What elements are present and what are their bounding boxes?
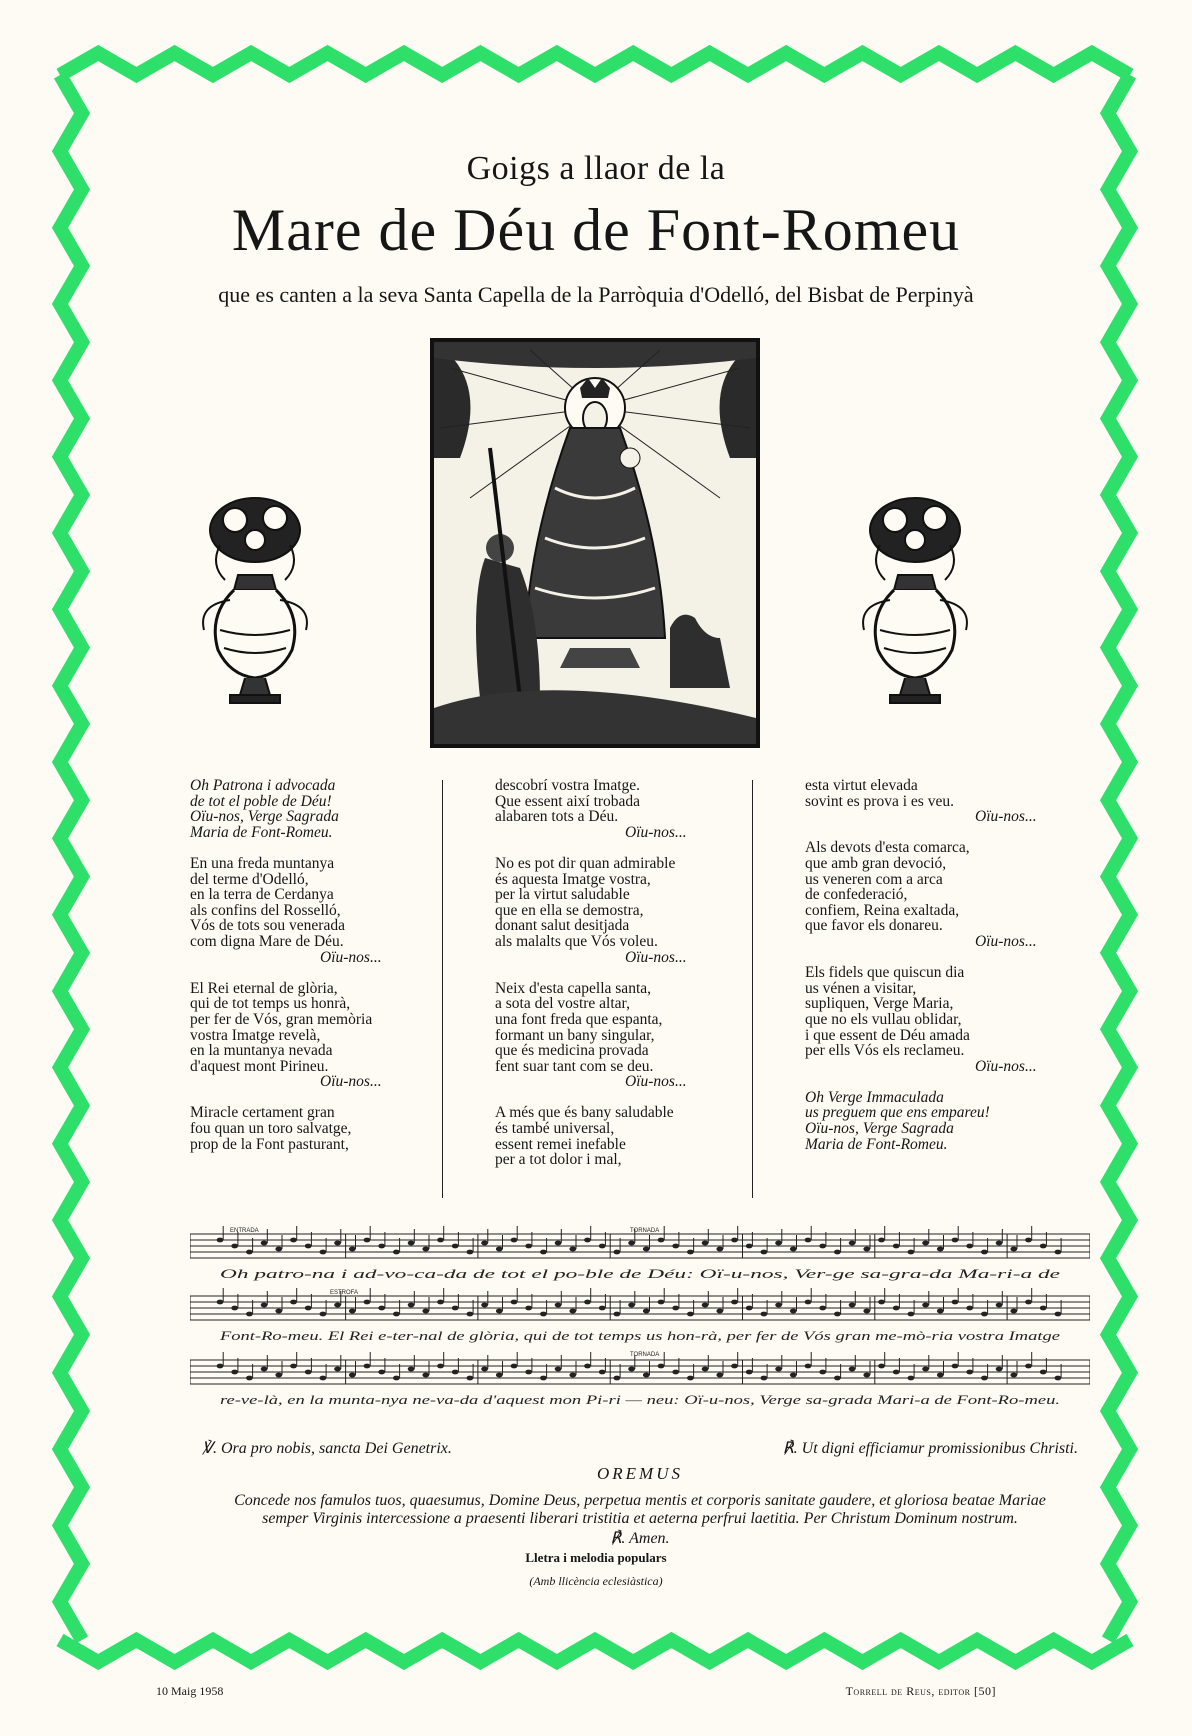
verse-line: us veneren com a arca	[805, 870, 943, 888]
response: ℟. Ut digni efficiamur promissionibus Christi.	[782, 1440, 1078, 1457]
verse-line: Oh Patrona i advocada	[190, 777, 336, 794]
page-title: Mare de Déu de Font-Romeu	[231, 197, 961, 263]
stanza-gap	[190, 965, 440, 981]
verse-line: us preguem que ens empareu!	[805, 1104, 990, 1122]
verse-line: per a tot dolor i mal,	[495, 1151, 622, 1169]
title-small: Goigs a llaor de la	[466, 150, 726, 187]
verse-line: qui de tot temps us honrà,	[190, 995, 351, 1013]
verse-line: esta virtut elevada	[805, 777, 918, 794]
stanza-gap	[190, 1090, 440, 1106]
verse-line: confiem, Reina exaltada,	[805, 901, 960, 919]
versicle: ℣. Ora pro nobis, sancta Dei Genetrix.	[202, 1440, 452, 1457]
amen: ℟. Amen.	[610, 1530, 670, 1547]
score-lyrics-line-3: re-ve-là, en la munta-nya ne-va-da d'aquest mon Pi-ri — neu: Oï-u-nos, Verge sa-grada Mari-a de Font-Ro-meu.	[220, 1393, 1060, 1407]
verse-line: de tot el poble de Déu!	[190, 792, 332, 810]
verse-line: us vénen a visitar,	[805, 979, 917, 997]
verse-line: d'aquest mont Pirineu.	[190, 1057, 329, 1075]
license-note: (Amb llicència eclesiàstica)	[529, 1574, 663, 1588]
verse-line: que és medicina provada	[495, 1042, 649, 1060]
publication-date: 10 Maig 1958	[156, 1684, 224, 1698]
refrain-cue: Oïu-nos...	[975, 808, 1037, 826]
music-score	[190, 1226, 1090, 1426]
verse-line: vostra Imatge revelà,	[190, 1026, 321, 1044]
verse-line: per la virtut saludable	[495, 886, 630, 904]
stanza-gap	[805, 950, 1075, 966]
verse-line: que en ella se demostra,	[495, 901, 644, 919]
verse-line: A més que és bany saludable	[495, 1104, 674, 1122]
verse-line: fent suar tant com se deu.	[495, 1057, 654, 1075]
column-divider	[752, 780, 753, 1198]
subtitle: que es canten a la seva Santa Capella de la Parròquia d'Odelló, del Bisbat de Perpinyà	[218, 282, 974, 307]
verse-line: No es pot dir quan admirable	[495, 854, 676, 872]
verse-line: descobrí vostra Imatge.	[495, 777, 641, 794]
verse-line: del terme d'Odelló,	[190, 870, 309, 888]
stanza-gap	[190, 840, 440, 856]
verse-line: formant un bany singular,	[495, 1026, 655, 1044]
verse-line: essent remei inefable	[495, 1135, 626, 1153]
verse-line: és aquesta Imatge vostra,	[495, 870, 651, 888]
collect-line-1: Concede nos famulos tuos, quaesumus, Domine Deus, perpetua mentis et corporis sanitate gaudere, et gloriosa beatae Mariae	[234, 1492, 1046, 1509]
refrain-cue: Oïu-nos...	[625, 1073, 687, 1091]
stanza-gap	[495, 965, 745, 981]
verse-line: als malalts que Vós voleu.	[495, 932, 658, 950]
verse-line: Oïu-nos, Verge Sagrada	[190, 808, 339, 826]
verse-line: prop de la Font pasturant,	[190, 1135, 349, 1153]
verse-line: Maria de Font-Romeu.	[805, 1135, 948, 1153]
verse-line: a sota del vostre altar,	[495, 995, 630, 1013]
score-lyrics-line-2: Font-Ro-meu. El Rei e-ter-nal de glòria, qui de tot temps us hon-rà, per fer de Vós gran me-mò-ria vostra Imatge	[218, 1329, 1061, 1343]
verse-line: per ells Vós els reclameu.	[805, 1042, 965, 1060]
verse-line: Oh Verge Immaculada	[805, 1088, 944, 1106]
score-lyrics-line-1: Oh patro-na i ad-vo-ca-da de tot el po-ble de Déu: Oï-u-nos, Ver-ge sa-gra-da Ma-ri-a de	[220, 1267, 1061, 1281]
score-mark-tornada: TORNADA	[630, 1228, 660, 1234]
stanza-gap	[805, 825, 1075, 841]
verse-line: Els fidels que quiscun dia	[805, 964, 965, 982]
verse-column-1	[190, 778, 440, 1152]
verse-line: alabaren tots a Déu.	[495, 808, 619, 826]
score-mark-entrada: ENTRADA	[230, 1228, 259, 1234]
stanza-gap	[805, 1074, 1075, 1090]
verse-line: i que essent de Déu amada	[805, 1026, 970, 1044]
score-mark-tornada: TORNADA	[630, 1352, 660, 1358]
verse-line: de confederació,	[805, 886, 908, 904]
verse-column-2	[495, 778, 745, 1168]
verse-line: supliquen, Verge Maria,	[805, 995, 954, 1013]
verse-line: que favor els donareu.	[805, 917, 943, 935]
verse-line: en la muntanya nevada	[190, 1042, 333, 1060]
verse-line: Neix d'esta capella santa,	[495, 979, 651, 997]
flower-vase-left-icon	[190, 490, 320, 720]
verse-line: fou quan un toro salvatge,	[190, 1120, 352, 1138]
refrain-cue: Oïu-nos...	[625, 948, 687, 966]
verse-line: com digna Mare de Déu.	[190, 932, 344, 950]
verse-line: Que essent així trobada	[495, 792, 641, 810]
verse-line: El Rei eternal de glòria,	[190, 979, 338, 997]
verse-line: Oïu-nos, Verge Sagrada	[805, 1120, 954, 1138]
goigs-sheet	[90, 110, 1102, 1640]
verse-line: Als devots d'esta comarca,	[805, 839, 970, 857]
editor-credit: Torrell de Reus, editor [50]	[845, 1684, 996, 1698]
flower-vase-right-icon	[850, 490, 980, 720]
collect-line-2: semper Virginis intercessione a praesenti liberari tristitia et aeterna perfrui laetitia. Per Christum Dominum nostrum.	[262, 1510, 1018, 1527]
score-mark-estrofa: ESTROFA	[330, 1290, 359, 1296]
verse-line: als confins del Rosselló,	[190, 901, 341, 919]
verse-line: en la terra de Cerdanya	[190, 886, 334, 904]
verse-line: que no els vullau oblidar,	[805, 1010, 962, 1028]
verse-line: Miracle certament gran	[190, 1104, 335, 1122]
stanza-gap	[495, 840, 745, 856]
refrain-cue: Oïu-nos...	[975, 932, 1037, 950]
oremus-heading: OREMUS	[597, 1464, 683, 1483]
column-divider	[442, 780, 443, 1198]
verse-line: una font freda que espanta,	[495, 1010, 663, 1028]
verse-line: En una freda muntanya	[190, 854, 335, 872]
virgin-woodcut-image	[430, 338, 760, 748]
stanza-gap	[495, 1090, 745, 1106]
refrain-cue: Oïu-nos...	[975, 1057, 1037, 1075]
verse-line: donant salut desitjada	[495, 917, 630, 935]
verse-line: per fer de Vós, gran memòria	[190, 1010, 373, 1028]
refrain-cue: Oïu-nos...	[625, 823, 687, 841]
collect-text	[190, 1492, 1090, 1528]
verse-line: Vós de tots sou venerada	[190, 917, 345, 935]
authors-credit: Lletra i melodia populars	[525, 1550, 667, 1565]
verse-line: Maria de Font-Romeu.	[190, 823, 333, 841]
verse-line: sovint es prova i es veu.	[805, 792, 954, 810]
refrain-cue: Oïu-nos...	[320, 1073, 382, 1091]
verse-column-3	[805, 778, 1075, 1152]
verse-line: que amb gran devoció,	[805, 854, 947, 872]
refrain-cue: Oïu-nos...	[320, 948, 382, 966]
verse-line: és també universal,	[495, 1120, 615, 1138]
